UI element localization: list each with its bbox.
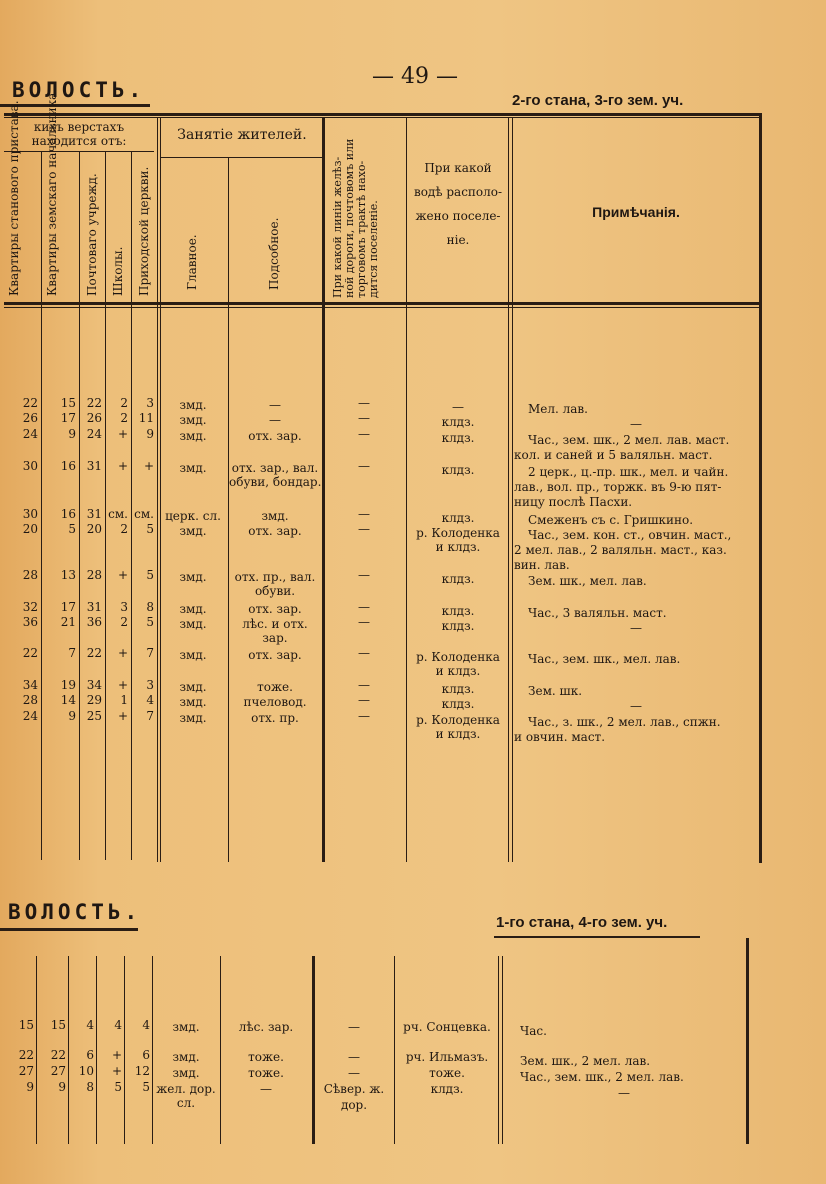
main-occupation-cell: змд. xyxy=(179,398,207,412)
distance-cell: 5 xyxy=(146,522,154,536)
distance-cell: + xyxy=(117,678,128,692)
distance-cell: + xyxy=(111,1064,122,1078)
distance-cell: + xyxy=(117,427,128,441)
road-cell: дор. xyxy=(340,1098,368,1112)
header-bottom-rule xyxy=(4,302,762,305)
distance-cell: 12 xyxy=(134,1064,150,1078)
aux-occupation-cell: обуви. xyxy=(254,584,296,598)
distance-cell: 4 xyxy=(142,1018,150,1032)
water-cell: клдз. xyxy=(441,619,475,633)
distance-cell: 26 xyxy=(86,411,102,425)
notes-cell: 2 мел. лав., 2 валяльн. маст., каз. xyxy=(514,543,727,557)
header-zemskiy: Квартиры земскаго начальника. xyxy=(45,88,59,296)
notes-cell: Мел. лав. xyxy=(528,402,588,416)
main-occupation-cell: церк. сл. xyxy=(165,509,221,523)
distance-cell: 9 xyxy=(68,709,76,723)
col-sep xyxy=(79,152,80,860)
road-cell: — xyxy=(348,1020,360,1034)
distance-cell: 2 xyxy=(120,411,128,425)
notes-cell: — xyxy=(630,699,642,713)
distance-cell: 5 xyxy=(68,522,76,536)
notes-cell: вин. лав. xyxy=(514,558,570,572)
distance-cell: 22 xyxy=(50,1048,66,1062)
header-road-line: При какой линіи желѣз- xyxy=(331,156,344,298)
main-occupation-cell: змд. xyxy=(179,680,207,694)
header-road-line: ной дороги, почтовомъ или xyxy=(343,138,356,298)
water-cell: и клдз. xyxy=(435,727,481,741)
notes-cell: и овчин. маст. xyxy=(514,730,606,744)
page-number: — 49 — xyxy=(372,64,458,89)
distance-cell: 16 xyxy=(60,459,76,473)
title-underline-2 xyxy=(0,928,138,931)
aux-occupation-cell: отх. пр. xyxy=(251,711,299,725)
distance-cell: 36 xyxy=(22,615,38,629)
col-sep xyxy=(124,956,125,1144)
distance-cell: 31 xyxy=(86,459,102,473)
aux-occupation-cell: лѣс. зар. xyxy=(238,1020,294,1034)
col-sep xyxy=(502,956,503,1144)
distance-cell: 31 xyxy=(86,507,102,521)
distance-cell: 4 xyxy=(86,1018,94,1032)
occupation-group-header: Занятіе жителей. xyxy=(177,127,307,143)
distance-cell: 22 xyxy=(22,646,38,660)
main-occupation-cell: сл. xyxy=(176,1096,196,1110)
main-occupation-cell: змд. xyxy=(179,711,207,725)
distance-cell: 6 xyxy=(86,1048,94,1062)
water-cell: клдз. xyxy=(430,1082,464,1096)
col-sep xyxy=(406,117,407,862)
notes-cell: Час., з. шк., 2 мел. лав., спжн. xyxy=(528,715,721,729)
water-cell: клдз. xyxy=(441,431,475,445)
distance-cell: 5 xyxy=(142,1080,150,1094)
water-cell: клдз. xyxy=(441,604,475,618)
col-sep xyxy=(220,956,221,1144)
distance-cell: 7 xyxy=(68,646,76,660)
distance-cell: 8 xyxy=(86,1080,94,1094)
road-cell: Сѣвер. ж. xyxy=(323,1082,385,1096)
notes-cell: Смеженъ съ с. Гришкино. xyxy=(528,513,694,527)
road-cell: — xyxy=(358,678,370,692)
distance-cell: 9 xyxy=(68,427,76,441)
aux-occupation-cell: отх. зар. xyxy=(248,524,302,538)
volost-title-2: ВОЛОСТЬ. xyxy=(8,900,142,924)
table1-top-rule xyxy=(4,113,762,116)
aux-occupation-cell: пчеловод. xyxy=(243,695,307,709)
col-sep xyxy=(512,117,513,862)
header-water xyxy=(408,156,508,252)
table-right-border xyxy=(759,113,762,863)
road-cell: — xyxy=(358,459,370,473)
distance-cell: + xyxy=(117,568,128,582)
main-occupation-cell: змд. xyxy=(179,695,207,709)
distance-cell: 20 xyxy=(22,522,38,536)
distance-cell: 15 xyxy=(18,1018,34,1032)
aux-occupation-cell: обуви, бондар. xyxy=(229,475,322,489)
occupation-group-rule xyxy=(160,157,324,158)
distance-cell: 36 xyxy=(86,615,102,629)
water-cell: и клдз. xyxy=(435,540,481,554)
main-occupation-cell: змд. xyxy=(179,570,207,584)
water-cell: тоже. xyxy=(429,1066,465,1080)
distance-cell: 3 xyxy=(146,678,154,692)
volost-title-1: ВОЛОСТЬ. xyxy=(12,78,146,102)
distance-cell: 4 xyxy=(114,1018,122,1032)
distance-cell: 3 xyxy=(146,396,154,410)
distance-cell: 24 xyxy=(22,427,38,441)
water-cell: клдз. xyxy=(441,682,475,696)
distance-cell: 15 xyxy=(60,396,76,410)
distance-cell: 9 xyxy=(58,1080,66,1094)
stan-underline-2 xyxy=(494,936,700,938)
road-cell: — xyxy=(358,396,370,410)
distance-cell: 3 xyxy=(120,600,128,614)
distance-cell: 22 xyxy=(18,1048,34,1062)
distance-cell: 14 xyxy=(60,693,76,707)
distance-cell: 27 xyxy=(50,1064,66,1078)
road-cell: — xyxy=(358,507,370,521)
water-cell: р. Колоденка xyxy=(416,526,500,540)
water-cell: и клдз. xyxy=(435,664,481,678)
distance-cell: 26 xyxy=(22,411,38,425)
header-water-line: водѣ располо- xyxy=(413,185,503,199)
main-occupation-cell: змд. xyxy=(179,524,207,538)
water-cell: р. Колоденка xyxy=(416,713,500,727)
notes-cell: Зем. шк. xyxy=(528,684,583,698)
main-occupation-cell: жел. дор. xyxy=(156,1082,216,1096)
distance-cell: + xyxy=(111,1048,122,1062)
distance-cell: 19 xyxy=(60,678,76,692)
stan-label-1: 2-го стана, 3-го зем. уч. xyxy=(512,92,684,109)
distance-group-header: кихъ верстахъ находится отъ: xyxy=(31,120,127,148)
water-cell: клдз. xyxy=(441,511,475,525)
aux-occupation-cell: змд. xyxy=(261,509,289,523)
col-sep xyxy=(160,117,161,862)
header-shkoly: Школы. xyxy=(111,246,125,296)
notes-cell: Зем. шк., 2 мел. лав. xyxy=(520,1054,651,1068)
header-tserkov: Приходской церкви. xyxy=(137,166,151,296)
notes-cell: лав., вол. пр., торжк. въ 9-ю пят- xyxy=(514,480,722,494)
aux-occupation-cell: тоже. xyxy=(257,680,293,694)
distance-cell: 22 xyxy=(22,396,38,410)
aux-occupation-cell: отх. зар. xyxy=(248,429,302,443)
distance-cell: 6 xyxy=(142,1048,150,1062)
distance-cell: 17 xyxy=(60,411,76,425)
main-occupation-cell: змд. xyxy=(172,1020,200,1034)
table1-top-rule-thin xyxy=(4,117,762,118)
main-occupation-cell: змд. xyxy=(179,648,207,662)
col-sep xyxy=(157,117,158,862)
distance-cell: 16 xyxy=(60,507,76,521)
water-cell: р. Колоденка xyxy=(416,650,500,664)
header-water-line: ніе. xyxy=(446,233,470,247)
aux-occupation-cell: отх. зар., вал. xyxy=(231,461,319,475)
aux-occupation-cell: отх. пр., вал. xyxy=(234,570,316,584)
notes-cell: — xyxy=(630,417,642,431)
header-pristav: Квартиры станового пристава. xyxy=(7,100,21,296)
notes-cell: Час., зем. шк., мел. лав. xyxy=(528,652,681,666)
road-cell: — xyxy=(358,411,370,425)
main-occupation-cell: змд. xyxy=(172,1066,200,1080)
road-cell: — xyxy=(358,600,370,614)
notes-cell: Час. xyxy=(520,1024,547,1038)
road-cell: — xyxy=(358,693,370,707)
col-sep xyxy=(394,956,395,1144)
distance-cell: 24 xyxy=(86,427,102,441)
notes-cell: ницу послѣ Пасхи. xyxy=(514,495,633,509)
water-cell: клдз. xyxy=(441,697,475,711)
aux-occupation-cell: — xyxy=(269,413,281,427)
road-cell: — xyxy=(348,1050,360,1064)
notes-cell: кол. и саней и 5 валяльн. маст. xyxy=(514,448,713,462)
col-sep xyxy=(498,956,499,1144)
header-water-line: жено поселе- xyxy=(415,209,501,223)
aux-occupation-cell: зар. xyxy=(262,631,288,645)
header-bottom-rule-thin xyxy=(4,307,762,308)
distance-cell: 9 xyxy=(26,1080,34,1094)
header-road-line: торговомъ трактѣ нахо- xyxy=(355,160,368,298)
distance-cell: 29 xyxy=(86,693,102,707)
water-cell: клдз. xyxy=(441,572,475,586)
distance-cell: 5 xyxy=(114,1080,122,1094)
distance-cell: 28 xyxy=(22,693,38,707)
header-water-line: При какой xyxy=(424,161,492,175)
distance-cell: 24 xyxy=(22,709,38,723)
distance-cell: 34 xyxy=(22,678,38,692)
distance-cell: 4 xyxy=(146,693,154,707)
aux-occupation-cell: отх. зар. xyxy=(248,602,302,616)
distance-cell: 20 xyxy=(86,522,102,536)
road-cell: — xyxy=(358,709,370,723)
distance-cell: 30 xyxy=(22,507,38,521)
title-underline-1 xyxy=(0,104,150,107)
distance-cell: 9 xyxy=(146,427,154,441)
table2-right-border xyxy=(746,938,749,1144)
header-podsobnoe: Подсобное. xyxy=(267,217,281,290)
distance-cell: 22 xyxy=(86,396,102,410)
distance-cell: 11 xyxy=(138,411,154,425)
water-cell: рч. Сонцевка. xyxy=(403,1020,491,1034)
col-sep xyxy=(96,956,97,1144)
distance-cell: 13 xyxy=(60,568,76,582)
distance-cell: + xyxy=(117,459,128,473)
distance-cell: 10 xyxy=(78,1064,94,1078)
notes-cell: Час., зем. шк., 2 мел. лав. xyxy=(520,1070,684,1084)
distance-cell: 27 xyxy=(18,1064,34,1078)
distance-cell: 30 xyxy=(22,459,38,473)
road-cell: — xyxy=(358,427,370,441)
col-sep xyxy=(36,956,37,1144)
col-sep xyxy=(105,152,106,860)
distance-cell: 7 xyxy=(146,646,154,660)
distance-cell: 1 xyxy=(120,693,128,707)
header-glavnoe: Главное. xyxy=(185,234,199,290)
distance-cell: 25 xyxy=(86,709,102,723)
distance-cell: 2 xyxy=(120,615,128,629)
distance-cell: 34 xyxy=(86,678,102,692)
road-cell: — xyxy=(358,522,370,536)
aux-occupation-cell: тоже. xyxy=(248,1050,284,1064)
distance-cell: 22 xyxy=(86,646,102,660)
distance-cell: 2 xyxy=(120,522,128,536)
distance-cell: 21 xyxy=(60,615,76,629)
notes-cell: Час., 3 валяльн. маст. xyxy=(528,606,667,620)
aux-occupation-cell: лѣс. и отх. xyxy=(242,617,308,631)
main-occupation-cell: змд. xyxy=(179,429,207,443)
water-cell: клдз. xyxy=(441,415,475,429)
distance-cell: 32 xyxy=(22,600,38,614)
notes-cell: — xyxy=(618,1086,630,1100)
distance-cell: 8 xyxy=(146,600,154,614)
road-cell: — xyxy=(358,568,370,582)
header-notes: Примѣчанія. xyxy=(592,204,680,220)
distance-cell: 5 xyxy=(146,568,154,582)
aux-occupation-cell: отх. зар. xyxy=(248,648,302,662)
header-pochta: Почтоваго учрежд. xyxy=(85,173,99,296)
col-sep xyxy=(131,152,132,860)
main-occupation-cell: змд. xyxy=(179,617,207,631)
road-cell: — xyxy=(358,615,370,629)
aux-occupation-cell: — xyxy=(260,1082,272,1096)
notes-cell: Час., зем. кон. ст., овчин. маст., xyxy=(528,528,732,542)
distance-cell: 31 xyxy=(86,600,102,614)
distance-cell: 15 xyxy=(50,1018,66,1032)
col-sep xyxy=(322,117,325,862)
water-cell: клдз. xyxy=(441,463,475,477)
col-sep xyxy=(508,117,509,862)
distance-cell: см. xyxy=(134,507,154,521)
distance-cell: 2 xyxy=(120,396,128,410)
main-occupation-cell: змд. xyxy=(179,413,207,427)
main-occupation-cell: змд. xyxy=(172,1050,200,1064)
distance-cell: 17 xyxy=(60,600,76,614)
aux-occupation-cell: — xyxy=(269,398,281,412)
col-sep xyxy=(68,956,69,1144)
col-sep xyxy=(41,152,42,860)
aux-occupation-cell: тоже. xyxy=(248,1066,284,1080)
stan-label-2: 1-го стана, 4-го зем. уч. xyxy=(496,914,668,931)
water-cell: рч. Ильмазъ. xyxy=(405,1050,489,1064)
water-cell: — xyxy=(452,400,464,414)
distance-cell: см. xyxy=(108,507,128,521)
distance-cell: 28 xyxy=(22,568,38,582)
notes-cell: Зем. шк., мел. лав. xyxy=(528,574,647,588)
distance-cell: + xyxy=(143,459,154,473)
distance-cell: + xyxy=(117,646,128,660)
distance-cell: 7 xyxy=(146,709,154,723)
main-occupation-cell: змд. xyxy=(179,602,207,616)
road-cell: — xyxy=(348,1066,360,1080)
notes-cell: 2 церк., ц.-пр. шк., мел. и чайн. xyxy=(528,465,729,479)
main-occupation-cell: змд. xyxy=(179,461,207,475)
notes-cell: Час., зем. шк., 2 мел. лав. маст. xyxy=(528,433,730,447)
distance-cell: + xyxy=(117,709,128,723)
notes-cell: — xyxy=(630,621,642,635)
header-road-line: дится поселеніе. xyxy=(367,200,380,298)
road-cell: — xyxy=(358,646,370,660)
distance-cell: 5 xyxy=(146,615,154,629)
header-road xyxy=(332,139,380,298)
distance-cell: 28 xyxy=(86,568,102,582)
